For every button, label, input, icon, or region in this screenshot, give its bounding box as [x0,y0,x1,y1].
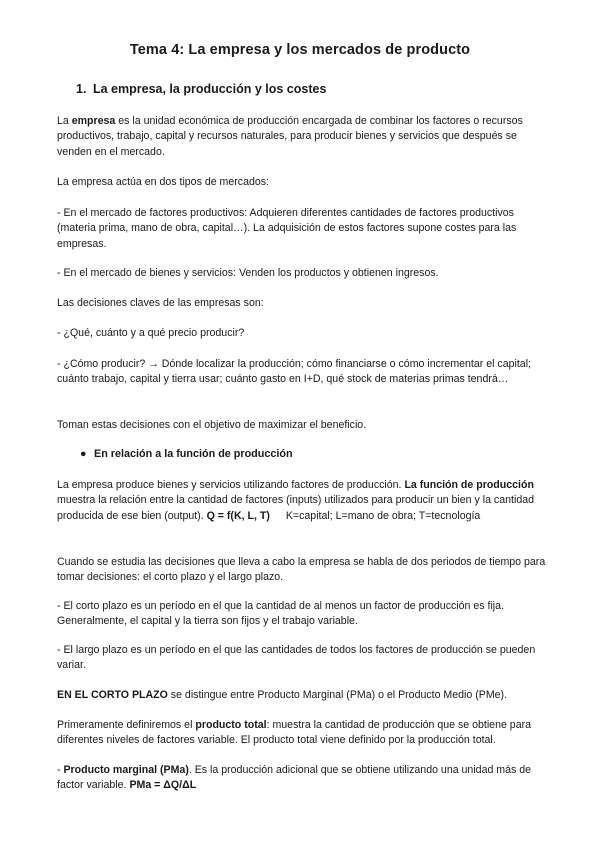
text-run: muestra la relación entre la cantidad de factores (inputs) utilizados para producir un bien y la cantidad producida de ese bien (output). [57,494,534,522]
bold-term: Producto marginal (PMa) [63,764,189,776]
paragraph-time-periods: Cuando se estudia las decisiones que lleva a cabo la empresa se habla de dos periodos de tiempo para tomar decisiones: el corto plazo y el largo plazo. [57,556,546,584]
paragraph-empresa-definition [57,114,547,160]
text-run: La [57,115,72,127]
paragraph-long-run: - El largo plazo es un período en el que las cantidades de todos los factores de producción se pueden variar. [57,644,536,672]
text-run: . Es la producción adicional que se obtiene utilizando una unidad más de factor variable. [57,764,532,792]
paragraph-marginal-product [57,763,547,794]
paragraph-how-produce: - ¿Cómo producir? → Dónde localizar la producción; cómo financiarse o cómo incrementar el capital; cuánto trabajo, capital y tierra usar; cuánto gasto en I+D, qué stock de materias primas tendrá… [57,358,531,386]
bullet-icon: ● [80,448,87,460]
bold-term: producto total [195,719,267,731]
paragraph-short-run-products [57,688,547,703]
text-run: Primeramente definiremos el [57,719,196,731]
paragraph-what-how-much: - ¿Qué, cuánto y a qué precio producir? [57,327,245,339]
bullet-text: En relación a la función de producción [94,448,293,460]
section-number: 1. [76,82,87,96]
text-run: es la unidad económica de producción encargada de combinar los factores o recursos productivos, trabajo, capital y recursos naturales, para producir bienes y servicios que después se venden en el mercado. [57,115,523,158]
page-title: Tema 4: La empresa y los mercados de producto [129,42,471,58]
bold-term: empresa [71,115,116,127]
paragraph-objective: Toman estas decisiones con el objetivo de maximizar el beneficio. [57,419,367,431]
section-title: La empresa, la producción y los costes [93,82,327,96]
text-run: se distingue entre Producto Marginal (PMa) o el Producto Medio (PMe). [167,689,508,701]
bullet-production-function [80,448,293,460]
bold-term: EN EL CORTO PLAZO [57,689,168,701]
text-run: : muestra la cantidad de producción que se obtiene para diferentes niveles de factores variable. El producto total viene definido por la producción total. [57,719,532,747]
formula: Q = f(K, L, T) [206,509,270,522]
section-heading-1 [76,82,326,96]
bold-term: La función de producción [404,479,534,491]
text-run: La empresa produce bienes y servicios utilizando factores de producción. [57,479,405,491]
formula: PMa = ΔQ/ΔL [129,779,197,792]
paragraph-factor-market: - En el mercado de factores productivos: Adquieren diferentes cantidades de factores productivos (materia prima, mano de obra, capital…). La adquisición de estos factores supone costes para las empresas. [57,207,517,250]
text-run: K=capital; L=mano de obra; T=tecnología [285,509,481,522]
paragraph-goods-market: - En el mercado de bienes y servicios: Venden los productos y obtienen ingresos. [57,267,439,279]
text-run: - [57,764,64,776]
paragraph-production-function [57,478,547,524]
paragraph-short-run: - El corto plazo es un período en el que la cantidad de al menos un factor de producción es fija. Generalmente, el capital y la tierra son fijos y el trabajo variable. [57,600,504,628]
paragraph-key-decisions: Las decisiones claves de las empresas son: [57,297,264,309]
paragraph-markets-intro: La empresa actúa en dos tipos de mercados: [57,176,269,188]
paragraph-total-product [57,718,547,749]
